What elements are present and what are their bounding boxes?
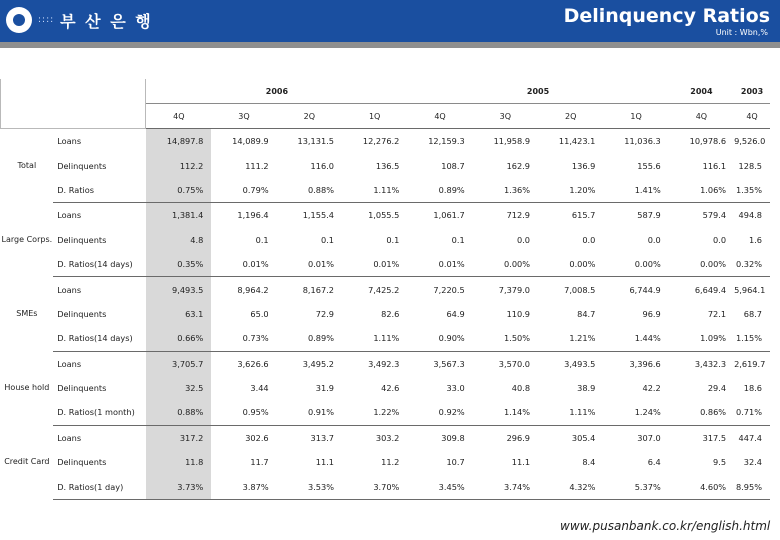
header-bar	[0, 0, 780, 42]
quarter-header: 1Q	[603, 104, 668, 129]
table-cell: 302.6	[245, 432, 269, 443]
table-cell: 18.6	[743, 383, 762, 394]
quarter-header: 3Q	[211, 104, 276, 129]
table-cell: 3.44	[250, 383, 269, 394]
table-cell: 136.5	[375, 160, 400, 171]
table-cell: 42.6	[381, 383, 400, 394]
table-cell: 3.53%	[277, 474, 342, 499]
table-cell: 2,619.7	[734, 358, 766, 369]
table-row	[1, 178, 771, 203]
table-cell: 0.89%	[407, 178, 472, 203]
table-cell: 1.15%	[734, 326, 770, 351]
table-cell: 68.7	[743, 308, 762, 319]
table-cell: 11.1	[511, 457, 531, 468]
table-cell: 0.71%	[734, 400, 770, 425]
table-cell: 11,423.1	[558, 136, 596, 147]
table-cell: 11.2	[381, 457, 400, 468]
table-cell: 0.90%	[407, 326, 472, 351]
table-cell: 11.8	[146, 450, 211, 474]
table-cell: 128.5	[738, 160, 762, 171]
table-cell: 307.0	[637, 432, 661, 443]
table-cell: 10,978.6	[689, 136, 727, 147]
year-header: 2005	[407, 79, 668, 104]
table-cell: 32.4	[743, 457, 762, 468]
table-cell: 0.73%	[211, 326, 276, 351]
table-cell: 0.0	[713, 234, 727, 245]
table-corner	[1, 79, 146, 129]
table-cell: 0.1	[386, 234, 400, 245]
table-cell: 12,276.2	[362, 136, 400, 147]
quarter-header: 4Q	[734, 104, 770, 129]
table-cell: 3,493.5	[564, 358, 596, 369]
footer-url: www.pusanbank.co.kr/english.html	[560, 519, 771, 533]
row-label: Loans	[57, 136, 82, 147]
table-cell: 5.37%	[603, 474, 668, 499]
table-row	[1, 277, 771, 302]
table-cell: 116.1	[702, 160, 727, 171]
year-header: 2004	[669, 79, 734, 104]
row-label: D. Ratios(1 month)	[53, 400, 146, 425]
table-row	[1, 450, 771, 474]
table-row	[1, 425, 771, 450]
bank-name: 부 산 은 행	[60, 11, 153, 31]
table-cell: 1,381.4	[146, 203, 211, 228]
table-cell: 38.9	[577, 383, 596, 394]
table-cell: 1,196.4	[237, 210, 269, 221]
table-row	[1, 252, 771, 277]
table-cell: 1,055.5	[368, 210, 400, 221]
bank-logo	[6, 6, 153, 34]
table-cell: 1.36%	[473, 178, 538, 203]
table-cell: 0.0	[517, 234, 531, 245]
table-cell: 3,567.3	[433, 358, 465, 369]
table-cell: 0.89%	[277, 326, 342, 351]
table-cell: 1.6	[748, 234, 762, 245]
table-cell: 3,396.6	[629, 358, 661, 369]
table-cell: 0.00%	[669, 252, 734, 277]
delinquency-table	[0, 79, 770, 500]
group-label: House hold	[4, 383, 50, 393]
table-cell: 0.0	[647, 234, 661, 245]
table-cell: 1.50%	[473, 326, 538, 351]
header-divider	[0, 42, 780, 48]
table-cell: 0.92%	[407, 400, 472, 425]
group-label: Total	[17, 161, 37, 171]
table-cell: 6,649.4	[694, 284, 727, 295]
table-cell: 1.20%	[538, 178, 603, 203]
table-cell: 1,155.4	[302, 210, 334, 221]
table-cell: 155.6	[637, 160, 661, 171]
table-cell: 64.9	[446, 308, 465, 319]
quarter-header: 4Q	[407, 104, 472, 129]
table-cell: 14,897.8	[146, 129, 211, 154]
table-cell: 1.11%	[342, 178, 407, 203]
logo-dots: ::::	[38, 15, 55, 25]
table-cell: 0.1	[451, 234, 465, 245]
table-cell: 1.22%	[342, 400, 407, 425]
quarter-header: 4Q	[146, 104, 211, 129]
table-cell: 3.87%	[211, 474, 276, 499]
table-cell: 615.7	[571, 210, 596, 221]
table-cell: 72.1	[707, 308, 727, 319]
quarter-header: 2Q	[277, 104, 342, 129]
row-label: Loans	[57, 432, 82, 443]
table-cell: 9.5	[713, 457, 727, 468]
table-row	[1, 326, 771, 351]
table-cell: 63.1	[146, 302, 211, 326]
table-cell: 11,958.9	[493, 136, 531, 147]
table-cell: 1.06%	[669, 178, 734, 203]
table-cell: 0.86%	[669, 400, 734, 425]
table-cell: 0.95%	[211, 400, 276, 425]
year-header: 2006	[146, 79, 407, 104]
table-cell: 8.4	[582, 457, 596, 468]
table-row	[1, 376, 771, 400]
row-label: Loans	[57, 358, 82, 369]
page-title: Delinquency Ratios	[563, 5, 770, 27]
table-cell: 0.66%	[146, 326, 211, 351]
table-cell: 33.0	[446, 383, 465, 394]
table-cell: 29.4	[707, 383, 727, 394]
group-label: SMEs	[16, 309, 38, 319]
table-cell: 1.11%	[342, 326, 407, 351]
table-row	[1, 153, 771, 177]
table-cell: 82.6	[381, 308, 400, 319]
quarter-header: 3Q	[473, 104, 538, 129]
table-cell: 6,744.9	[629, 284, 661, 295]
table-cell: 14,089.9	[232, 136, 269, 147]
table-cell: 0.32%	[734, 252, 770, 277]
table-cell: 0.88%	[277, 178, 342, 203]
table-cell: 7,008.5	[564, 284, 596, 295]
table-cell: 7,220.5	[433, 284, 465, 295]
table-cell: 9,526.0	[734, 136, 766, 147]
table-row	[1, 203, 771, 228]
table-cell: 116.0	[310, 160, 334, 171]
table-cell: 1.21%	[538, 326, 603, 351]
row-label: Loans	[57, 210, 82, 221]
table-cell: 111.2	[245, 160, 269, 171]
table-cell: 1.44%	[603, 326, 668, 351]
table-cell: 3.73%	[146, 474, 211, 499]
table-cell: 712.9	[506, 210, 531, 221]
table-row	[1, 400, 771, 425]
table-cell: 3,495.2	[302, 358, 334, 369]
table-cell: 0.79%	[211, 178, 276, 203]
table-row	[1, 351, 771, 376]
table-row	[1, 228, 771, 252]
row-label: D. Ratios(14 days)	[53, 252, 146, 277]
table-cell: 31.9	[315, 383, 334, 394]
row-label: Delinquents	[57, 160, 107, 171]
unit-label: Unit : Wbn,%	[715, 28, 768, 37]
table-cell: 13,131.5	[297, 136, 334, 147]
table-cell: 0.01%	[211, 252, 276, 277]
row-label: Delinquents	[57, 308, 107, 319]
table-cell: 3,626.6	[237, 358, 269, 369]
bank-logo-icon	[6, 7, 32, 33]
table-row	[1, 129, 771, 154]
table-cell: 7,379.0	[498, 284, 531, 295]
table-cell: 1.09%	[669, 326, 734, 351]
table-cell: 11.1	[315, 457, 334, 468]
table-cell: 11,036.3	[624, 136, 661, 147]
table-cell: 579.4	[702, 210, 727, 221]
quarter-header: 2Q	[538, 104, 603, 129]
year-header: 2003	[734, 79, 770, 104]
row-label: D. Ratios(14 days)	[53, 326, 146, 351]
row-label: D. Ratios	[53, 178, 146, 203]
table-cell: 0.75%	[146, 178, 211, 203]
table-cell: 42.2	[642, 383, 661, 394]
table-cell: 136.9	[571, 160, 596, 171]
table-cell: 3,570.0	[498, 358, 531, 369]
table-cell: 4.60%	[669, 474, 734, 499]
table-cell: 1.11%	[538, 400, 603, 425]
table-cell: 110.9	[506, 308, 531, 319]
table-cell: 313.7	[310, 432, 334, 443]
table-cell: 40.8	[511, 383, 531, 394]
row-label: Delinquents	[57, 457, 107, 468]
table-cell: 0.91%	[277, 400, 342, 425]
table-cell: 3.45%	[407, 474, 472, 499]
table-cell: 65.0	[250, 308, 269, 319]
table-cell: 0.01%	[407, 252, 472, 277]
group-label: Credit Card	[4, 457, 50, 467]
table-cell: 108.7	[441, 160, 465, 171]
quarter-header: 1Q	[342, 104, 407, 129]
table-cell: 3,492.3	[368, 358, 400, 369]
table-cell: 494.8	[738, 210, 762, 221]
table-cell: 0.00%	[538, 252, 603, 277]
table-cell: 0.00%	[603, 252, 668, 277]
table-cell: 296.9	[506, 432, 531, 443]
table-cell: 5,964.1	[734, 284, 766, 295]
table-cell: 84.7	[577, 308, 596, 319]
table-cell: 0.0	[582, 234, 596, 245]
table-cell: 0.1	[255, 234, 269, 245]
table-cell: 317.2	[146, 425, 211, 450]
table-cell: 8.95%	[734, 474, 770, 499]
table-cell: 0.01%	[277, 252, 342, 277]
table-cell: 1.14%	[473, 400, 538, 425]
group-label: Large Corps.	[1, 234, 53, 244]
table-cell: 7,425.2	[368, 284, 400, 295]
table-cell: 8,964.2	[237, 284, 269, 295]
table-cell: 1.35%	[734, 178, 770, 203]
table-cell: 0.01%	[342, 252, 407, 277]
row-label: D. Ratios(1 day)	[53, 474, 146, 499]
table-cell: 10.7	[446, 457, 465, 468]
quarter-header: 4Q	[669, 104, 734, 129]
table-cell: 317.5	[702, 432, 727, 443]
row-label: Delinquents	[57, 383, 107, 394]
table-cell: 309.8	[441, 432, 465, 443]
table-cell: 96.9	[642, 308, 661, 319]
table-cell: 305.4	[571, 432, 596, 443]
table-cell: 8,167.2	[302, 284, 334, 295]
table-cell: 112.2	[146, 153, 211, 177]
table-cell: 0.35%	[146, 252, 211, 277]
table-cell: 0.88%	[146, 400, 211, 425]
table-cell: 162.9	[506, 160, 531, 171]
table-cell: 4.32%	[538, 474, 603, 499]
table-cell: 3,705.7	[146, 351, 211, 376]
table-cell: 1.24%	[603, 400, 668, 425]
row-label: Loans	[57, 284, 82, 295]
row-label: Delinquents	[57, 234, 107, 245]
table-cell: 3.70%	[342, 474, 407, 499]
table-cell: 9,493.5	[146, 277, 211, 302]
table-cell: 447.4	[738, 432, 762, 443]
table-cell: 0.00%	[473, 252, 538, 277]
table-cell: 0.1	[320, 234, 334, 245]
table-cell: 11.7	[250, 457, 269, 468]
table-cell: 12,159.3	[428, 136, 465, 147]
table-row	[1, 474, 771, 499]
table-row	[1, 302, 771, 326]
table-cell: 6.4	[647, 457, 661, 468]
table-cell: 303.2	[375, 432, 400, 443]
table-cell: 3.74%	[473, 474, 538, 499]
table-cell: 32.5	[146, 376, 211, 400]
table-cell: 1.41%	[603, 178, 668, 203]
table-cell: 72.9	[315, 308, 334, 319]
table-cell: 1,061.7	[433, 210, 465, 221]
table-cell: 4.8	[146, 228, 211, 252]
table-cell: 587.9	[637, 210, 661, 221]
table-cell: 3,432.3	[694, 358, 727, 369]
